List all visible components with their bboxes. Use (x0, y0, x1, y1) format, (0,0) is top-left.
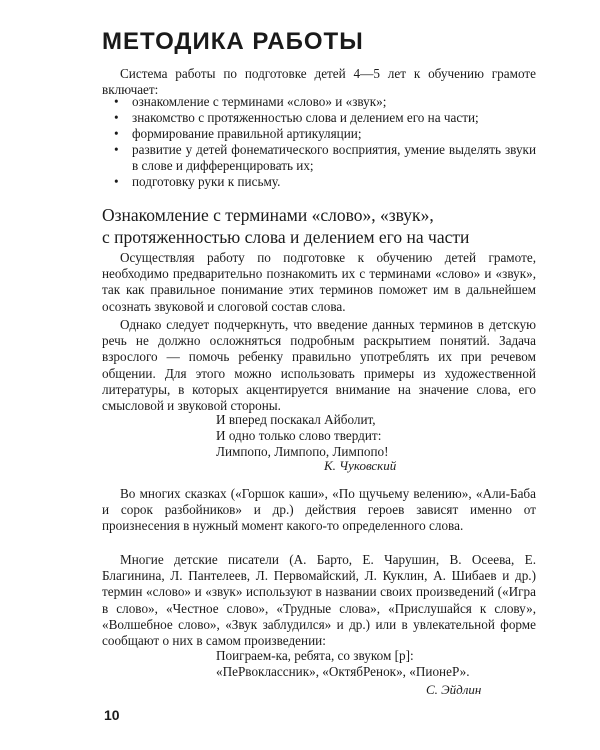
page-number: 10 (104, 707, 120, 723)
verse-line: И вперед поскакал Айболит, (216, 412, 376, 427)
intro-paragraph: Система работы по подготовке детей 4—5 лет к обучению грамоте включает: (102, 66, 536, 97)
verse-author-name: С. Эйдлин (426, 682, 482, 697)
list-item: • развитие у детей фонематического восприятия, умение выделять звуки в слове и дифференцировать их; (102, 142, 536, 174)
paragraph-2: Однако следует подчеркнуть, что введение данных терминов в детскую речь не должно осложняться подробным раскрытием понятий. Задача взрослого — помочь ребенку правильно употреблять их при речевом общении. Для этого можно использовать примеры из художественной литературы, в которых акцентируется внимание на значение слова, его смысловой и звуковой стороны. (102, 317, 536, 414)
paragraph-3: Во многих сказках («Горшок каши», «По щучьему велению», «Али-Баба и сорок разбойников» и др.) действия героев зависят именно от произнесения в нужный момент какого-то определенного слова. (102, 486, 536, 534)
page-title: МЕТОДИКА РАБОТЫ (102, 28, 364, 55)
verse-eidlin (216, 648, 516, 680)
paragraph-1: Осуществляя работу по подготовке к обучению детей грамоте, необходимо предварительно познакомить их с терминами «слово» и «звук», так как правильное понимание этих терминов поможет им в дальнейшем осознать звуковой и слоговой состав слова. (102, 250, 536, 314)
verse-chukovsky (216, 412, 516, 460)
list-item: • знакомство с протяженностью слова и делением его на части; (102, 110, 536, 126)
verse-line: Поиграем-ка, ребята, со звуком [р]: (216, 648, 414, 663)
list-item: • ознакомление с терминами «слово» и «звук»; (102, 94, 536, 110)
verse-line: «ПеРвоклассник», «ОктябРенок», «ПионеР». (216, 664, 470, 679)
verse-author: К. Чуковский (324, 458, 397, 473)
verse-line: Лимпопо, Лимпопо, Лимпопо! (216, 444, 389, 459)
verse-line: И одно только слово твердит: (216, 428, 382, 443)
verse-author (426, 682, 481, 698)
bullet-list (102, 94, 536, 190)
list-item: • подготовку руки к письму. (102, 174, 536, 190)
section-heading-line-2: с протяженностью слова и делением его на части (102, 227, 470, 247)
section-heading (102, 204, 542, 248)
paragraph-4: Многие детские писатели (А. Барто, Е. Чарушин, В. Осеева, Е. Благинина, Л. Пантелеев, Л. Первомайский, Л. Куклин, А. Шибаев и др.) термин «слово» и «звук» используют в названии своих произведений («Игра в слово», «Честное слово», «Трудные слова», «Прислушайся к слову», «Волшебное слово», «Звук заблудился» и др.) или в увлекательной форме сообщают о них в самом произведении: (102, 552, 536, 649)
section-heading-line-1: Ознакомление с терминами «слово», «звук», (102, 205, 434, 225)
list-item: • формирование правильной артикуляции; (102, 126, 536, 142)
